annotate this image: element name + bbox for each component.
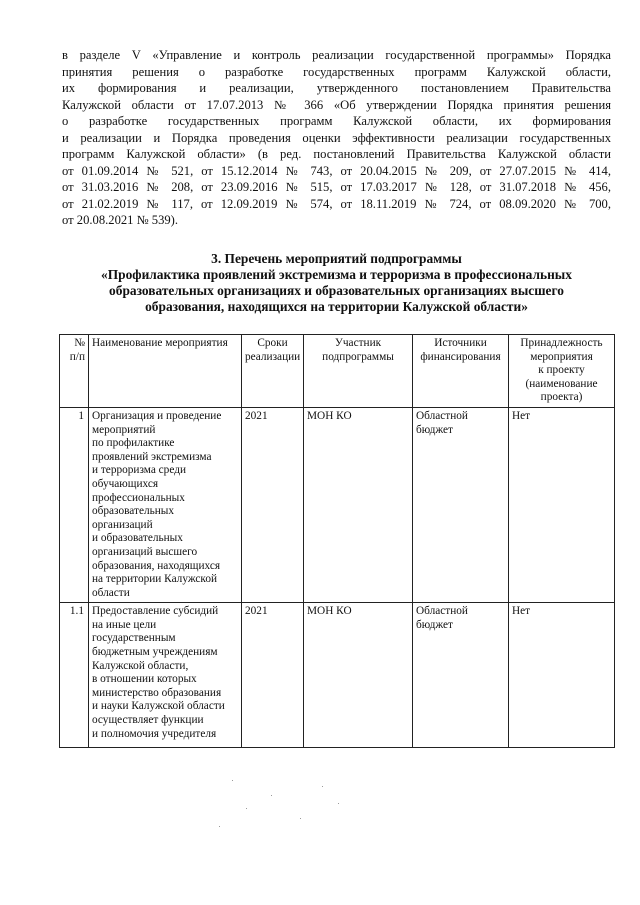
activity-name-line: организаций bbox=[92, 518, 153, 531]
activity-name-line: в отношении которых bbox=[92, 673, 197, 686]
intro-paragraph bbox=[62, 47, 611, 229]
table-row bbox=[60, 603, 615, 748]
activity-name-line: на территории Калужской bbox=[92, 573, 218, 586]
activity-name-line: осуществляет функции bbox=[92, 714, 204, 727]
activity-name-line: по профилактике bbox=[92, 437, 175, 450]
intro-line: от 01.09.2014 № 521, от 15.12.2014 № 743, от 20.04.2015 № 209, от 27.07.2015 № 414, bbox=[62, 163, 611, 178]
activity-name-line: и образовательных bbox=[92, 532, 183, 545]
activity-name-line: образования, находящихся bbox=[92, 559, 221, 572]
section-heading-line: 3. Перечень мероприятий подпрограммы bbox=[211, 251, 462, 266]
header-text: Источники bbox=[434, 337, 487, 349]
intro-line: и реализации и Порядка проведения оценки эффективности реализации государственных bbox=[62, 130, 611, 145]
scan-speck bbox=[271, 795, 272, 796]
participant-cell: МОН КО bbox=[304, 407, 413, 602]
intro-line: от 21.02.2019 № 117, от 12.09.2019 № 574, от 18.11.2019 № 724, от 08.09.2020 № 700, bbox=[62, 196, 611, 211]
activity-name-line: министерство образования bbox=[92, 686, 222, 699]
activity-name-line: профессиональных bbox=[92, 491, 185, 504]
activity-name-line: обучающихся bbox=[92, 477, 159, 490]
header-text: п/п bbox=[69, 350, 85, 363]
period-cell: 2021 bbox=[242, 407, 304, 602]
header-number bbox=[60, 335, 89, 408]
header-text: к проекту bbox=[538, 364, 585, 377]
funding-source-line: бюджет bbox=[416, 618, 453, 631]
section-heading-line: образования, находящихся на территории Калужской области» bbox=[145, 299, 528, 314]
activity-name-line: на иные цели bbox=[92, 618, 157, 631]
scan-speck bbox=[246, 808, 247, 809]
project-cell: Нет bbox=[509, 407, 615, 602]
activity-name-line: и терроризма среди bbox=[92, 464, 186, 477]
header-text: Сроки bbox=[257, 337, 288, 349]
activity-name-line: области bbox=[92, 586, 130, 599]
activity-name-line: бюджетным учреждениям bbox=[92, 646, 218, 659]
scan-speck bbox=[232, 780, 233, 781]
intro-line: программ Калужской области» (в ред. постановлений Правительства Калужской области bbox=[62, 147, 611, 161]
section-heading-line: образовательных организациях и образовательных организациях высшего bbox=[109, 283, 564, 298]
intro-line: в разделе V «Управление и контроль реализации государственной программы» Порядка bbox=[62, 48, 611, 62]
intro-line: от 31.03.2016 № 208, от 23.09.2016 № 515, от 17.03.2017 № 128, от 31.07.2018 № 456, bbox=[62, 180, 611, 194]
header-text: Участник bbox=[334, 337, 382, 349]
section-heading-line: «Профилактика проявлений экстремизма и терроризма в профессиональных bbox=[101, 267, 572, 282]
scan-speck bbox=[322, 786, 323, 787]
header-text: подпрограммы bbox=[322, 350, 394, 363]
header-project bbox=[509, 335, 615, 408]
scan-speck bbox=[338, 803, 339, 804]
header-participant bbox=[304, 335, 413, 408]
scan-speck bbox=[219, 826, 220, 827]
activity-name-line: мероприятий bbox=[92, 423, 156, 436]
scan-speck bbox=[300, 818, 301, 819]
intro-line: о разработке государственных программ Калужской области, их формирования bbox=[62, 114, 611, 128]
row-number: 1.1 bbox=[60, 603, 89, 748]
activity-name-cell bbox=[89, 603, 242, 748]
header-text: мероприятия bbox=[530, 350, 593, 363]
activity-name-cell bbox=[89, 407, 242, 602]
funding-source-line: Областной bbox=[416, 409, 468, 422]
activity-name-line: организаций высшего bbox=[92, 545, 198, 558]
intro-line: их формирования и реализации, утвержденного постановлением Правительства bbox=[62, 81, 611, 95]
period-cell: 2021 bbox=[242, 603, 304, 748]
activity-name-line: и науки Калужской области bbox=[92, 700, 225, 713]
header-text: Принадлежность bbox=[520, 337, 603, 349]
project-cell: Нет bbox=[509, 603, 615, 748]
table-header-row bbox=[60, 335, 615, 408]
header-text: проекта) bbox=[540, 391, 583, 404]
header-text: Наименование мероприятия bbox=[92, 337, 228, 349]
activity-name-line: государственным bbox=[92, 632, 176, 645]
activity-name-line: Предоставление субсидий bbox=[92, 605, 219, 618]
funding-source-line: Областной bbox=[416, 605, 468, 618]
row-number: 1 bbox=[60, 407, 89, 602]
header-period bbox=[242, 335, 304, 408]
intro-line: Калужской области от 17.07.2013 № 366 «Об утверждении Порядка принятия решения bbox=[62, 97, 611, 112]
activity-name-line: Калужской области, bbox=[92, 659, 189, 672]
header-text: реализации bbox=[245, 350, 301, 363]
section-heading bbox=[62, 251, 611, 315]
activity-name-line: образовательных bbox=[92, 505, 175, 518]
participant-cell: МОН КО bbox=[304, 603, 413, 748]
intro-line: от 20.08.2021 № 539). bbox=[62, 213, 179, 227]
activities-table bbox=[59, 334, 615, 748]
header-text: № bbox=[74, 337, 85, 349]
funding-source-cell bbox=[413, 407, 509, 602]
header-funding-source bbox=[413, 335, 509, 408]
funding-source-cell bbox=[413, 603, 509, 748]
table-row bbox=[60, 407, 615, 602]
activity-name-line: проявлений экстремизма bbox=[92, 450, 212, 463]
header-activity-name bbox=[89, 335, 242, 408]
activity-name-line: и полномочия учредителя bbox=[92, 727, 217, 740]
activity-name-line: Организация и проведение bbox=[92, 409, 222, 422]
header-text: финансирования bbox=[420, 350, 501, 363]
funding-source-line: бюджет bbox=[416, 423, 453, 436]
header-text: (наименование bbox=[525, 377, 598, 390]
intro-line: принятия решения о разработке государственных программ Калужской области, bbox=[62, 64, 611, 79]
